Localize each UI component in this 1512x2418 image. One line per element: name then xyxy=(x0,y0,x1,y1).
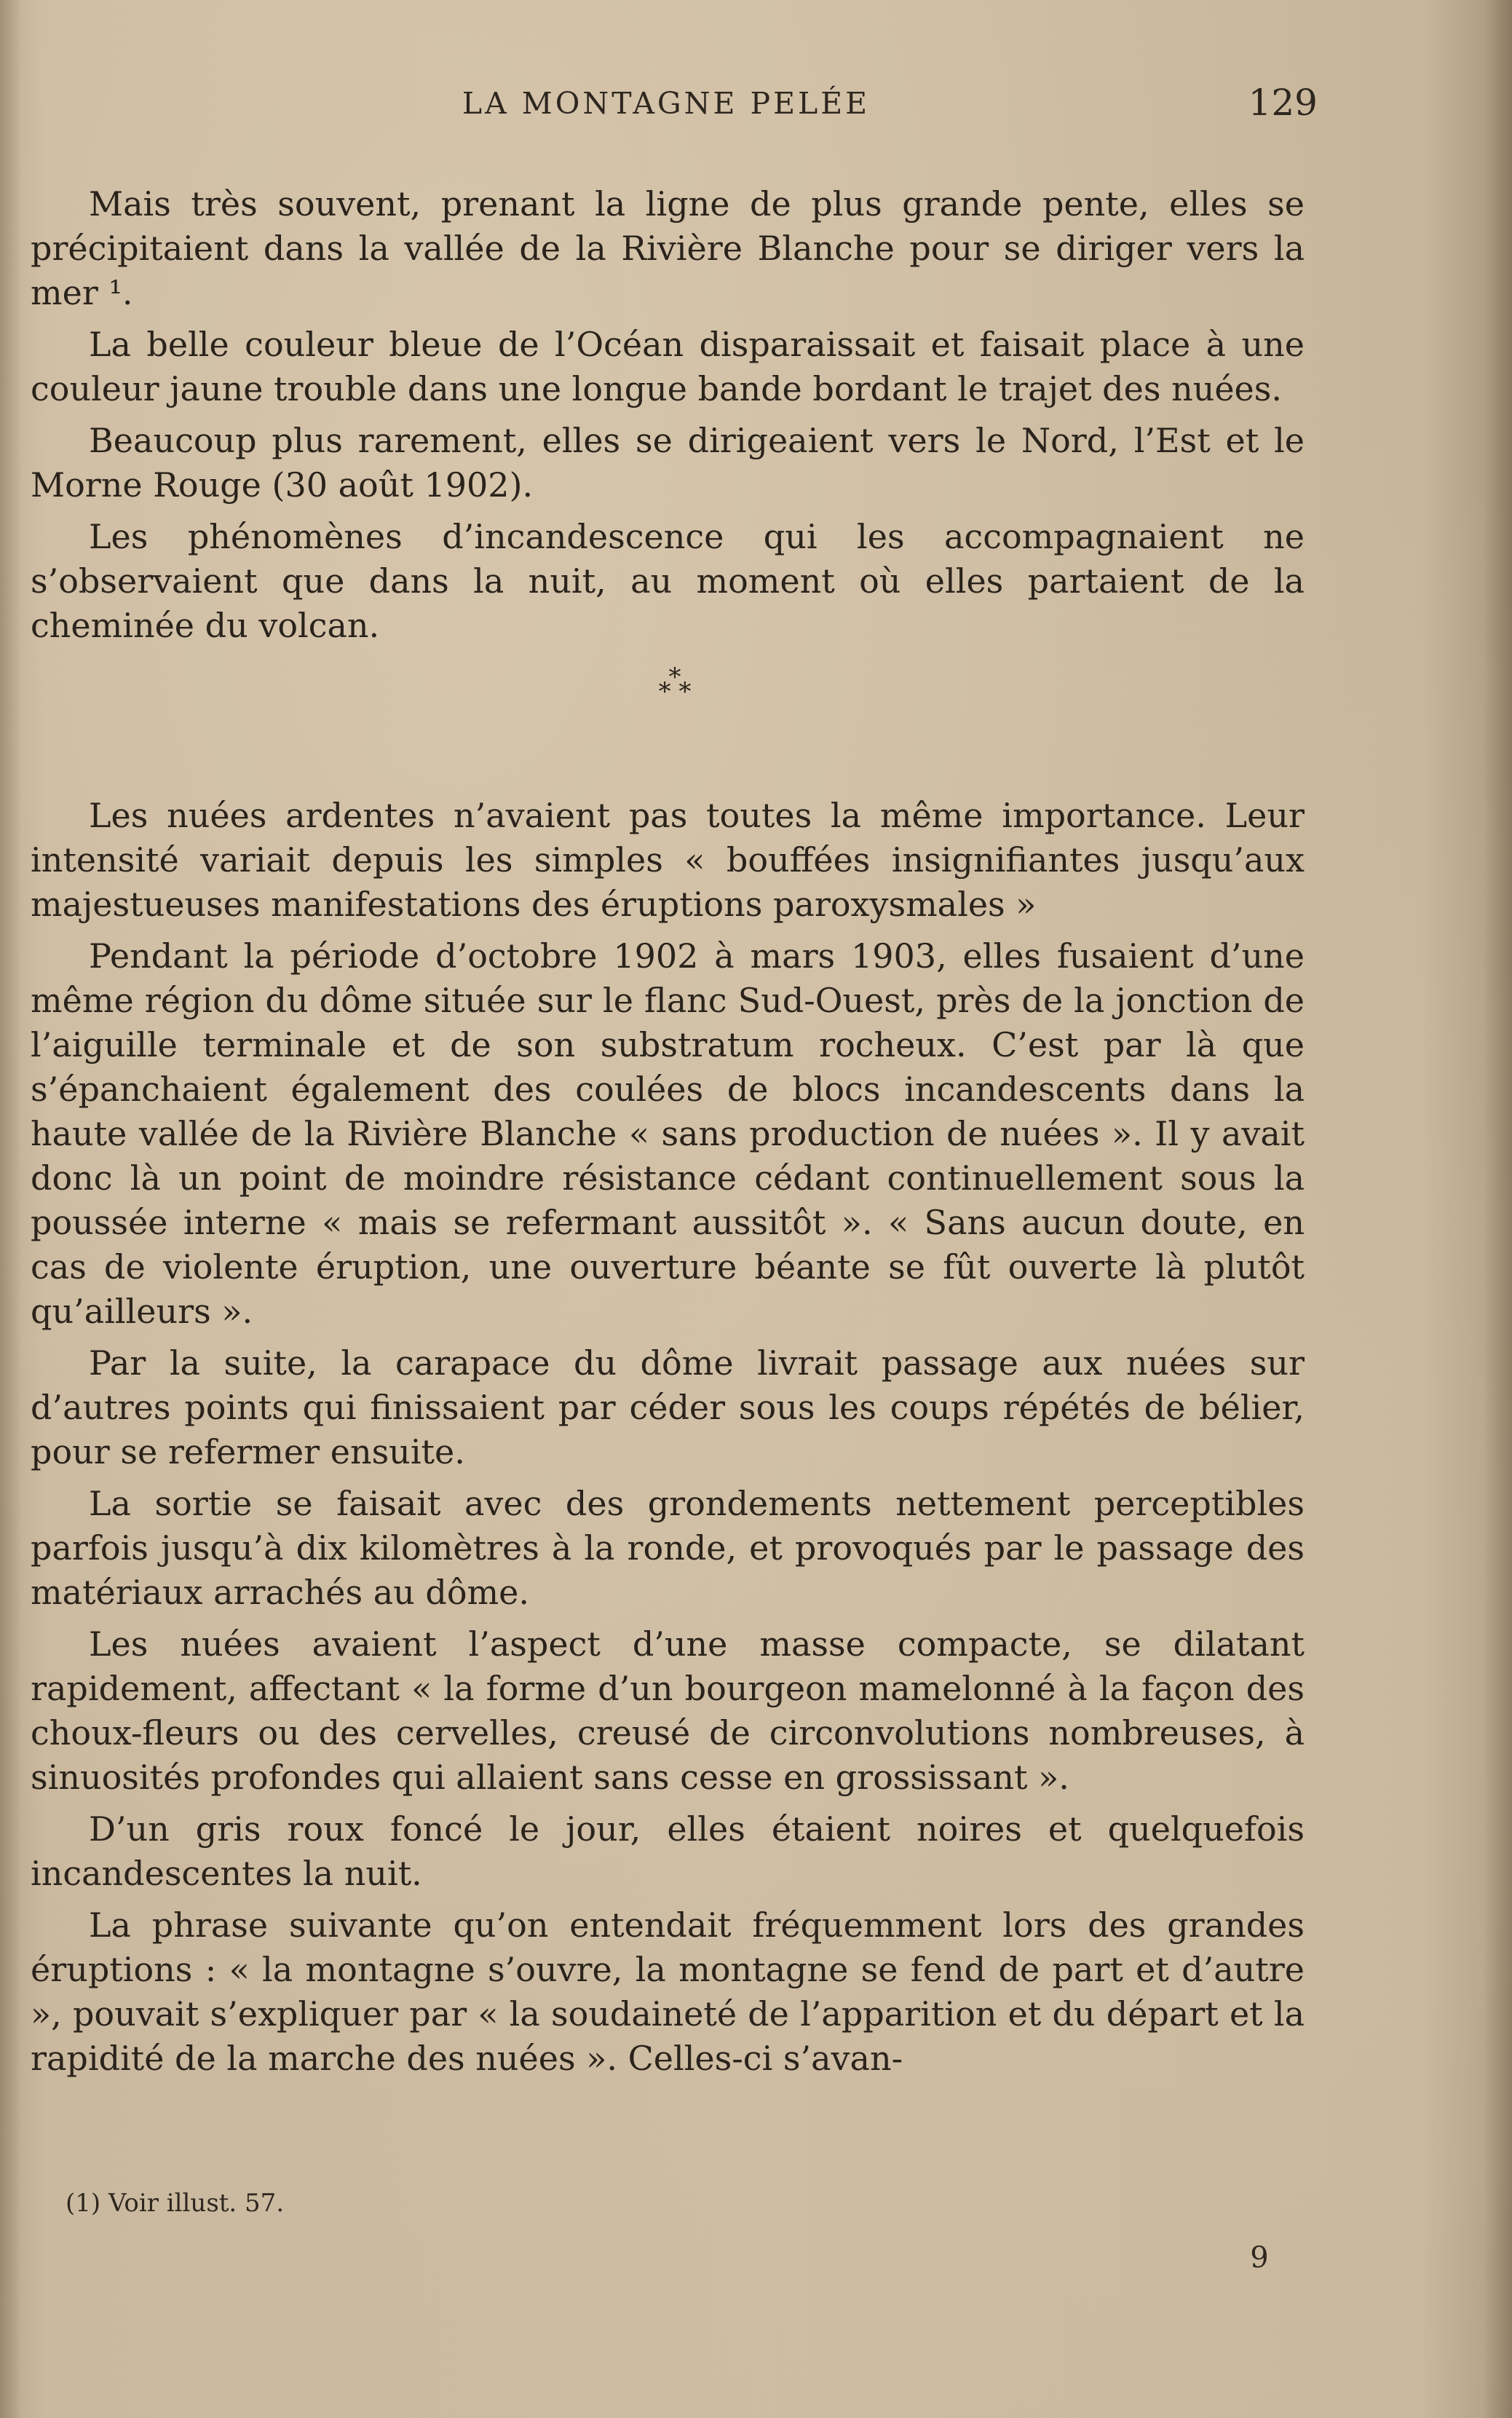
paragraph: D’un gris roux foncé le jour, elles étaient noires et quelquefois incandescentes la nuit. xyxy=(31,1809,1305,1893)
paragraph: Beaucoup plus rarement, elles se dirigeaient vers le Nord, l’Est et le Morne Rouge (30 août 1902). xyxy=(31,421,1305,505)
page-edge-shadow-left xyxy=(0,0,22,2418)
paragraph: Pendant la période d’octobre 1902 à mars 1903, elles fusaient d’une même région du dôme située sur le flanc Sud-Ouest, près de la jonction de l’aiguille terminale et de son substratum rocheux. C’est par là que s’épanchaient également des coulées de blocs incandescents dans la haute vallée de la Rivière Blanche « sans production de nuées ». Il y avait donc là un point de moindre résistance cédant continuellement sous la poussée interne « mais se refermant aussitôt ». « Sans aucun doute, en cas de violente éruption, une ouverture béante se fût ouverte là plutôt qu’ailleurs ». xyxy=(31,936,1305,1331)
body-text xyxy=(31,182,1305,2088)
paragraph: Les nuées ardentes n’avaient pas toutes la même importance. Leur intensité variait depuis les simples « bouffées insignifiantes jusqu’aux majestueuses manifestations des éruptions paroxysmales » xyxy=(31,796,1305,924)
asterism: * * * xyxy=(658,663,692,706)
paragraph: Par la suite, la carapace du dôme livrait passage aux nuées sur d’autres points qui finissaient par céder sous les coups répétés de bélier, pour se refermer ensuite. xyxy=(31,1343,1305,1471)
paragraph: Les nuées avaient l’aspect d’une masse compacte, se dilatant rapidement, affectant « la forme d’un bourgeon mamelonné à la façon des choux-fleurs ou des cervelles, creusé de circonvolutions nombreuses, à sinuosités profondes qui allaient sans cesse en grossissant ». xyxy=(31,1624,1305,1797)
page-edge-shadow-right xyxy=(1483,0,1512,2418)
paragraph: La sortie se faisait avec des grondements nettement perceptibles parfois jusqu’à dix kilomètres à la ronde, et provoqués par le passage des matériaux arrachés au dôme. xyxy=(31,1484,1305,1612)
page-number: 129 xyxy=(1248,82,1318,124)
running-title: LA MONTAGNE PELÉE xyxy=(462,86,871,121)
footnote: (1) Voir illust. 57. xyxy=(66,2189,285,2218)
paragraph: La phrase suivante qu’on entendait fréquemment lors des grandes éruptions : « la montagne s’ouvre, la montagne se fend de part et d’autre », pouvait s’expliquer par « la soudaineté de l’apparition et du départ et la rapidité de la marche des nuées ». Celles-ci s’avan- xyxy=(31,1905,1305,2078)
paragraph: La belle couleur bleue de l’Océan disparaissait et faisait place à une couleur jaune trouble dans une longue bande bordant le trajet des nuées. xyxy=(31,325,1305,408)
signature-mark: 9 xyxy=(1250,2241,1269,2275)
section-separator xyxy=(31,648,1305,794)
paragraph: Les phénomènes d’incandescence qui les accompagnaient ne s’observaient que dans la nuit, au moment où elles partaient de la cheminée du volcan. xyxy=(31,517,1305,645)
paragraph: Mais très souvent, prenant la ligne de plus grande pente, elles se précipitaient dans la vallée de la Rivière Blanche pour se diriger vers la mer ¹. xyxy=(31,184,1305,312)
